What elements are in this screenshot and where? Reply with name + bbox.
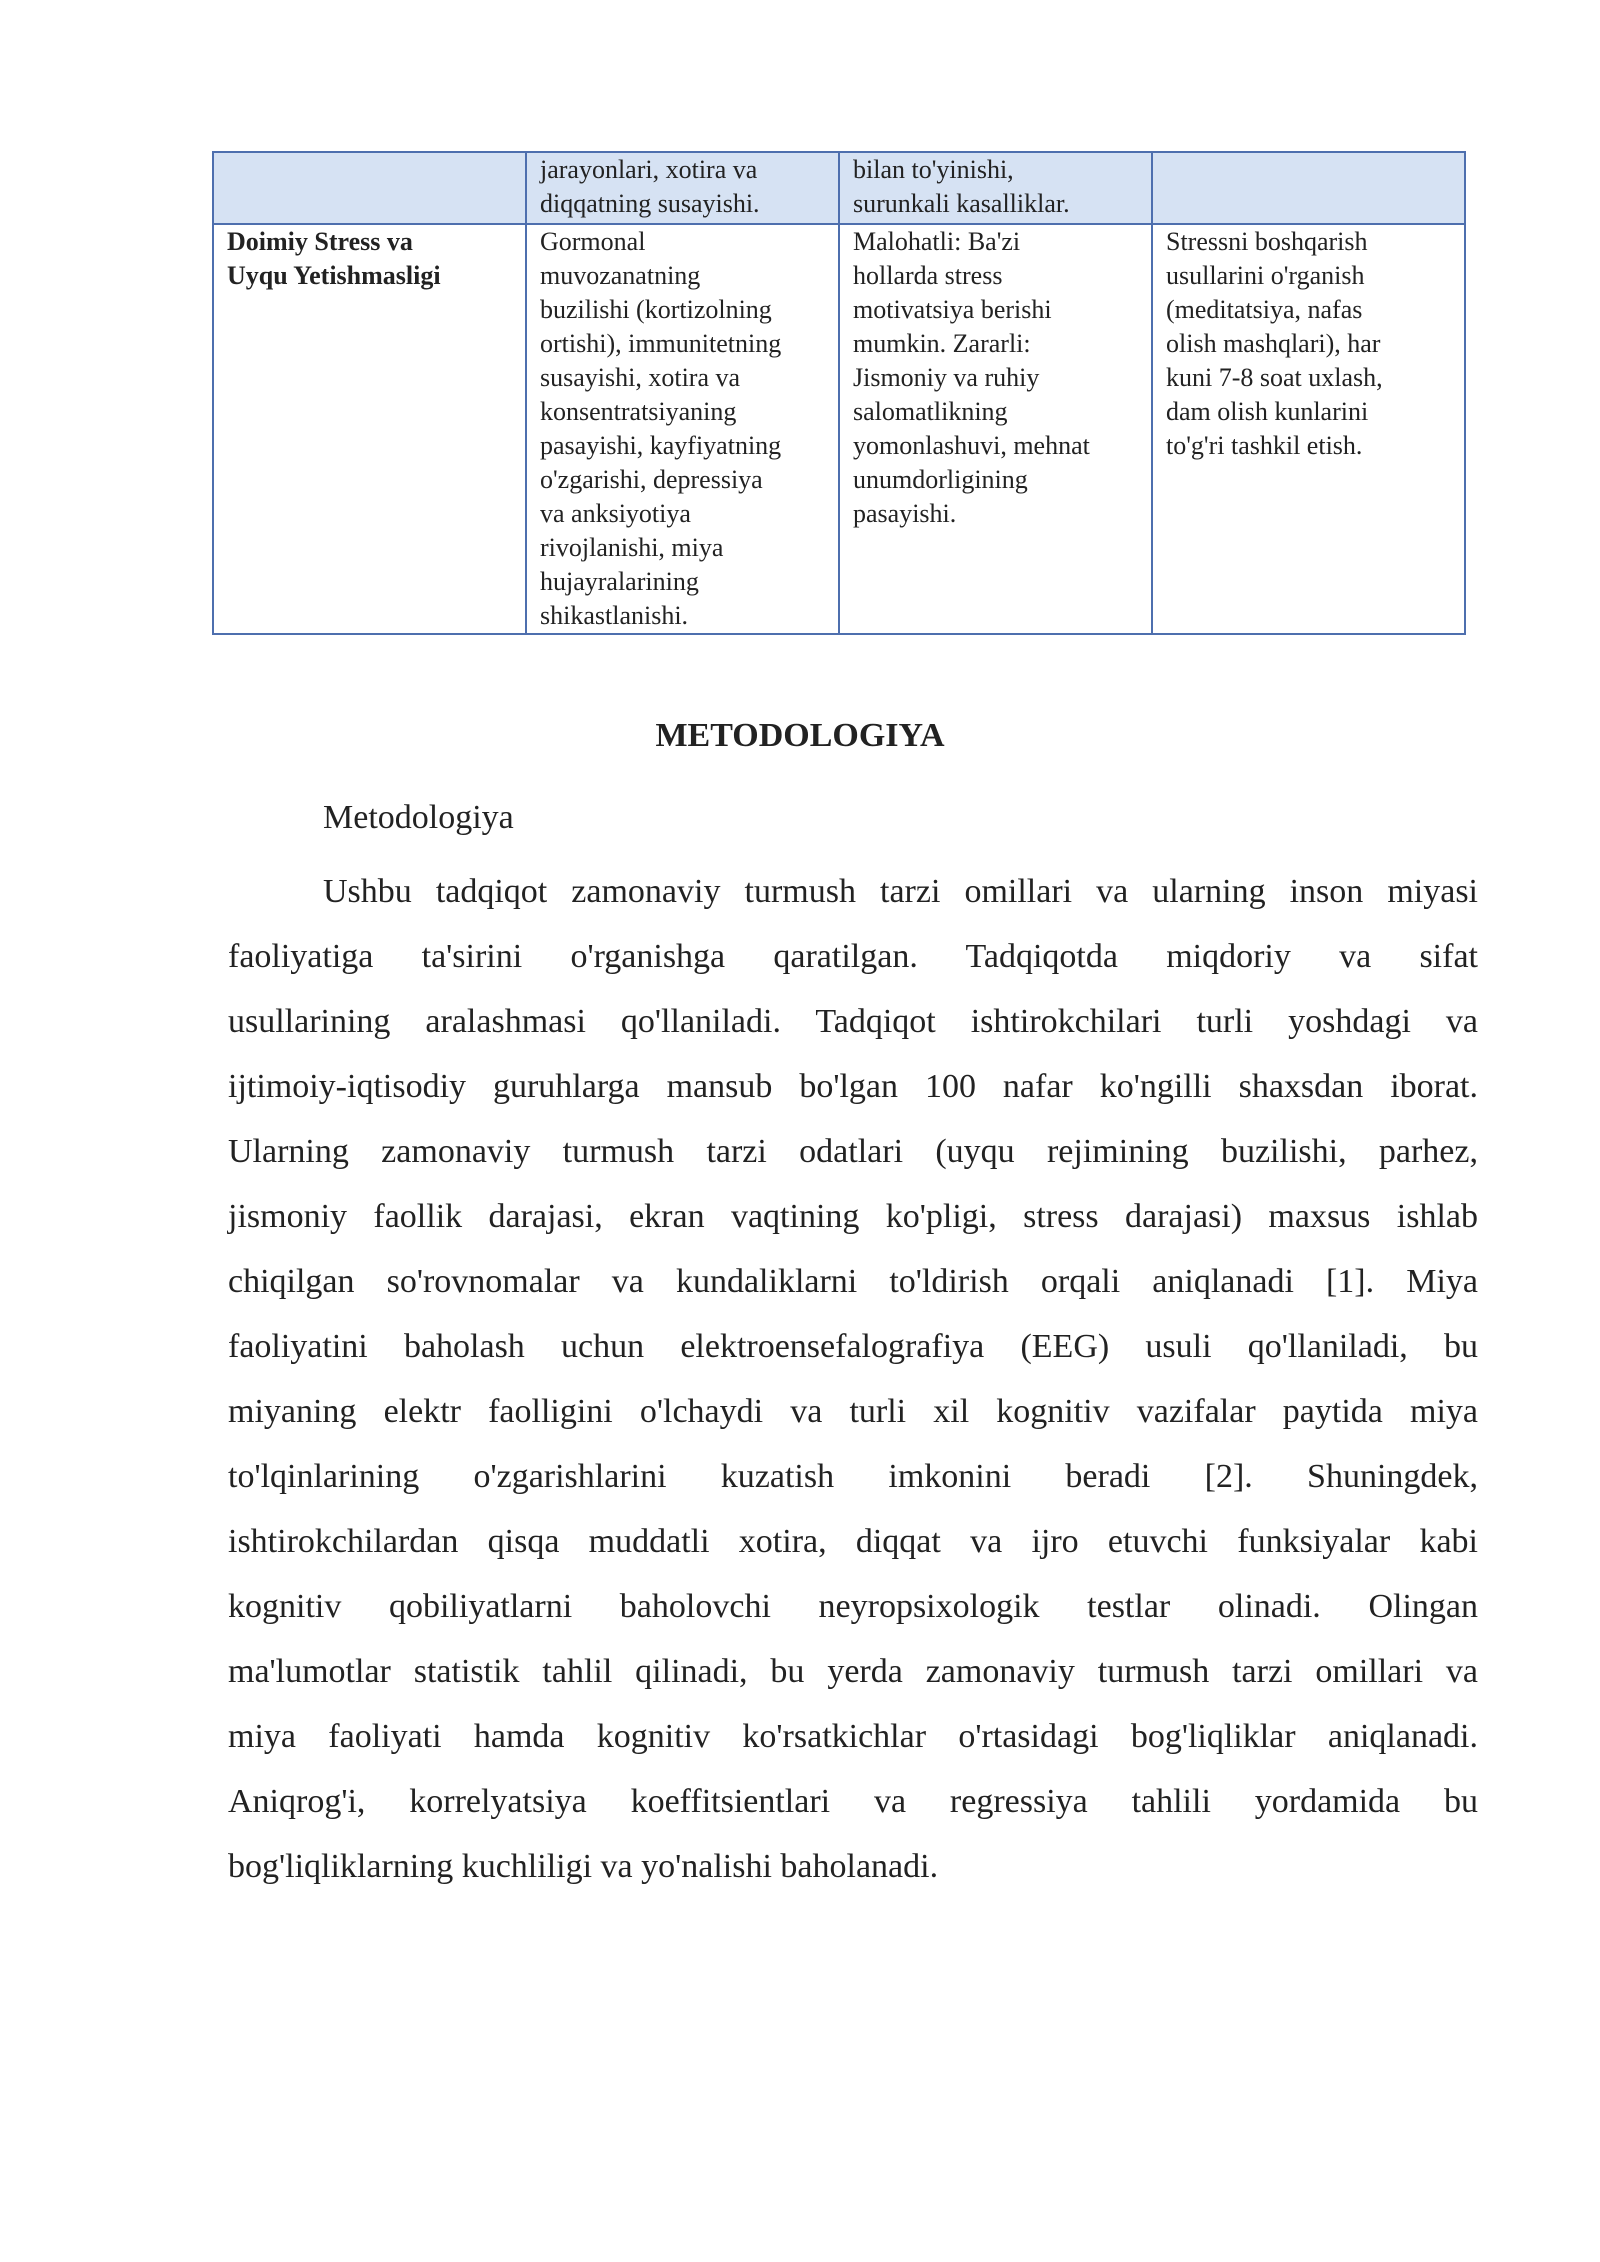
table-cell [839, 152, 1152, 224]
paragraph-line: ma'lumotlar statistik tahlil qilinadi, bu yerda zamonaviy turmush tarzi omillari va [228, 1653, 1478, 1690]
paragraph-line: faoliyatiga ta'sirini o'rganishga qaratilgan. Tadqiqotda miqdoriy va sifat [228, 938, 1478, 975]
cell-text: jarayonlari, xotira va diqqatning susayishi. [540, 155, 760, 218]
paragraph-line: ishtirokchilardan qisqa muddatli xotira, diqqat va ijro etuvchi funksiyalar kabi [228, 1523, 1478, 1560]
paragraph-line: kognitiv qobiliyatlarni baholovchi neyropsixologik testlar olinadi. Olingan [228, 1588, 1478, 1625]
recommendation-cell [1152, 224, 1465, 634]
effect-text: Gormonal muvozanatning buzilishi (kortizolning ortishi), immunitetning susayishi, xotira va konsentratsiyaning pasayishi, kayfiyatning o'zgarishi, depressiya va anksiyotiya rivojlanishi, miya hujayralarining shikastlanishi. [540, 227, 782, 630]
methodology-paragraph [228, 859, 1478, 1899]
factor-cell [213, 224, 526, 634]
cell-text: bilan to'yinishi, surunkali kasalliklar. [853, 155, 1070, 218]
consequence-text: Malohatli: Ba'zi hollarda stress motivatsiya berishi mumkin. Zararli: Jismoniy va ruhiy salomatlikning yomonlashuvi, mehnat unumdorligining pasayishi. [853, 227, 1090, 528]
table-row-stress-sleep [213, 224, 1465, 634]
table-cell [1152, 152, 1465, 224]
section-heading: METODOLOGIYA [655, 717, 945, 754]
paragraph-line: bog'liqliklarning kuchliligi va yo'nalishi baholanadi. [228, 1848, 939, 1885]
lifestyle-effects-table [212, 151, 1466, 635]
paragraph-line: usullarining aralashmasi qo'llaniladi. Tadqiqot ishtirokchilari turli yoshdagi va [228, 1003, 1478, 1040]
table-cell [526, 152, 839, 224]
paragraph-line: miya faoliyati hamda kognitiv ko'rsatkichlar o'rtasidagi bog'liqliklar aniqlanadi. [228, 1718, 1478, 1755]
recommendation-text: Stressni boshqarish usullarini o'rganish (meditatsiya, nafas olish mashqlari), har kuni 7-8 soat uxlash, dam olish kunlarini to'g'ri tashkil etish. [1166, 227, 1383, 460]
table-row-continuation [213, 152, 1465, 224]
paragraph-line: ijtimoiy-iqtisodiy guruhlarga mansub bo'lgan 100 nafar ko'ngilli shaxsdan iborat. [228, 1068, 1478, 1105]
paragraph-line: Ushbu tadqiqot zamonaviy turmush tarzi omillari va ularning inson miyasi [323, 873, 1478, 910]
paragraph-line: Aniqrog'i, korrelyatsiya koeffitsientlari va regressiya tahlili yordamida bu [228, 1783, 1478, 1820]
paragraph-line: Ularning zamonaviy turmush tarzi odatlari (uyqu rejimining buzilishi, parhez, [228, 1133, 1478, 1170]
table-cell [213, 152, 526, 224]
factor-label: Doimiy Stress va Uyqu Yetishmasligi [227, 227, 441, 290]
paragraph-line: to'lqinlarining o'zgarishlarini kuzatish imkonini beradi [2]. Shuningdek, [228, 1458, 1478, 1495]
effect-cell [526, 224, 839, 634]
paragraph-line: chiqilgan so'rovnomalar va kundaliklarni to'ldirish orqali aniqlanadi [1]. Miya [228, 1263, 1478, 1300]
paragraph-line: faoliyatini baholash uchun elektroensefalografiya (EEG) usuli qo'llaniladi, bu [228, 1328, 1478, 1365]
section-subheading: Metodologiya [323, 799, 514, 836]
consequence-cell [839, 224, 1152, 634]
paragraph-line: miyaning elektr faolligini o'lchaydi va turli xil kognitiv vazifalar paytida miya [228, 1393, 1478, 1430]
paragraph-line: jismoniy faollik darajasi, ekran vaqtining ko'pligi, stress darajasi) maxsus ishlab [228, 1198, 1478, 1235]
